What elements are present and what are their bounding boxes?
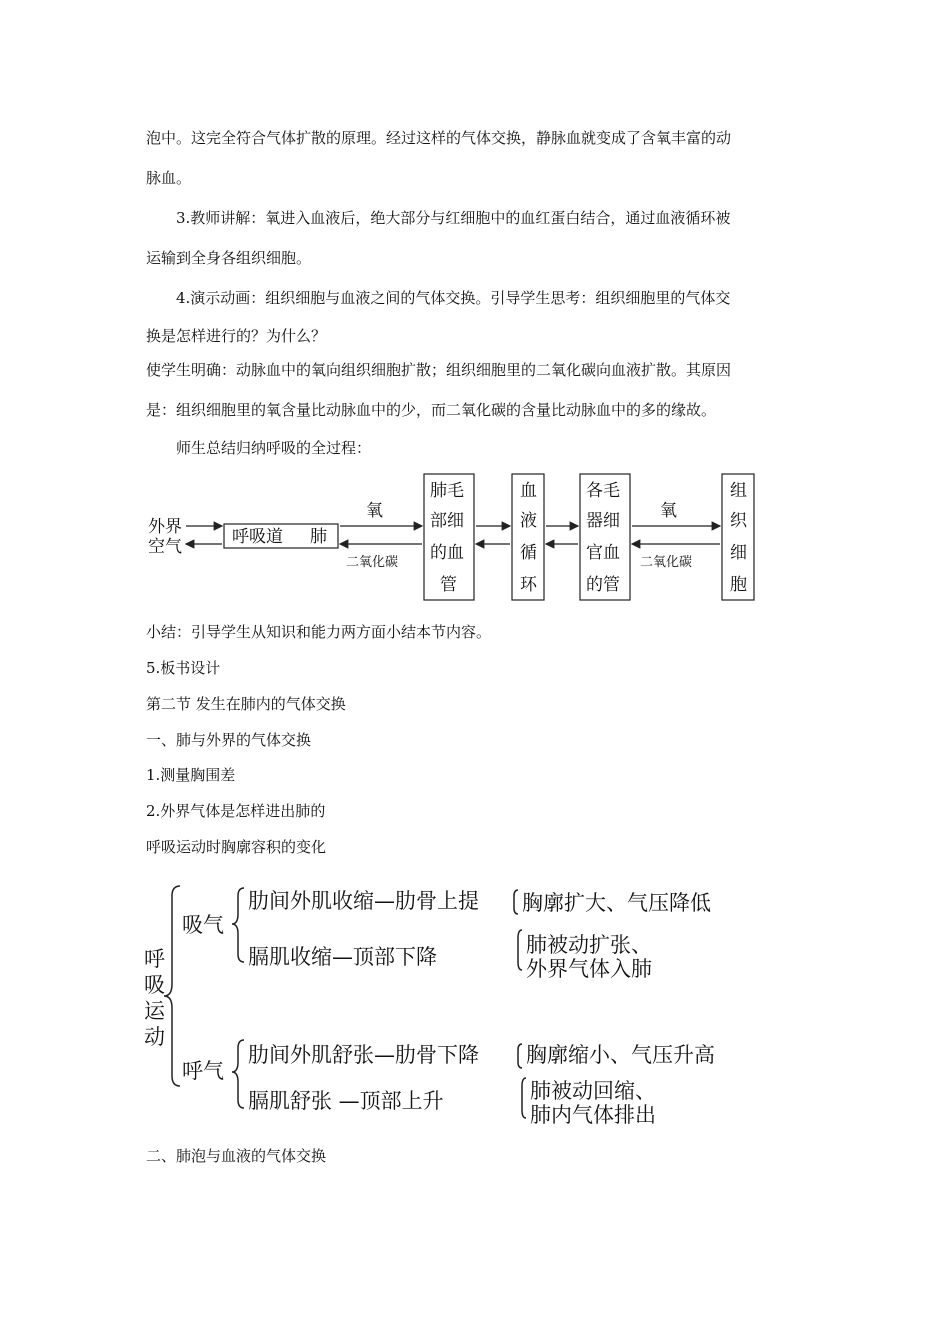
exhale-item: 膈肌舒张 —顶部上升 — [248, 1089, 444, 1113]
root-text: 呼 — [144, 947, 165, 971]
tissue-text: 织 — [730, 511, 747, 531]
oxygen-label: 氧 — [660, 501, 677, 521]
inhale-result: 肺被动扩张、 — [526, 933, 652, 957]
paragraph-line: 脉血。 — [146, 169, 192, 187]
list-item: 呼吸运动时胸廓容积的变化 — [146, 838, 327, 856]
heading-2: 二、肺泡与血液的气体交换 — [146, 1147, 327, 1165]
exhale-result: 肺内气体排出 — [530, 1103, 656, 1127]
summary-line: 小结：引导学生从知识和能力两方面小结本节内容。 — [146, 623, 492, 641]
paragraph-line: 是：组织细胞里的氧含量比动脉血中的少，而二氧化碳的含量比动脉血中的多的缘故。 — [146, 401, 717, 419]
section-title: 第二节 发生在肺内的气体交换 — [146, 695, 346, 713]
respiration-flow-diagram — [140, 468, 760, 608]
list-item: 2.外界气体是怎样进出肺的 — [146, 802, 326, 820]
circulation-text: 循 — [520, 543, 537, 563]
inhale-result: 胸廓扩大、气压降低 — [522, 891, 711, 915]
organ-capillary-text: 的管 — [586, 575, 620, 595]
lung-capillary-text: 肺毛 — [430, 481, 464, 501]
circulation-text: 血 — [520, 481, 537, 501]
paragraph-line: 运输到全身各组织细胞。 — [146, 249, 312, 267]
root-text: 动 — [144, 1025, 165, 1049]
lung-label: 肺 — [310, 527, 327, 547]
inhale-brace — [232, 888, 244, 962]
tissue-text: 胞 — [730, 575, 747, 595]
root-text: 运 — [144, 999, 165, 1023]
inhale-label: 吸气 — [182, 913, 224, 937]
main-brace — [164, 886, 180, 1086]
result-bracket — [522, 1078, 526, 1118]
result-bracket — [518, 1044, 522, 1068]
inhale-item: 肋间外肌收缩—肋骨上提 — [248, 889, 479, 913]
organ-capillary-text: 器细 — [586, 511, 620, 531]
organ-capillary-text: 各毛 — [586, 481, 620, 501]
heading-1: 一、肺与外界的气体交换 — [146, 731, 312, 749]
inhale-result: 外界气体入肺 — [526, 957, 652, 981]
paragraph-line: 师生总结归纳呼吸的全过程： — [176, 439, 372, 457]
breathing-movement-tree — [140, 872, 760, 1132]
exhale-brace — [232, 1040, 244, 1108]
paragraph-line: 换是怎样进行的？为什么？ — [146, 327, 327, 345]
oxygen-label: 氧 — [366, 501, 383, 521]
result-bracket — [518, 930, 522, 970]
tissue-text: 细 — [730, 543, 747, 563]
organ-capillary-text: 官血 — [586, 543, 620, 563]
paragraph-line: 3.教师讲解：氧进入血液后，绝大部分与红细胞中的血红蛋白结合，通过血液循环被 — [176, 209, 731, 227]
tissue-text: 组 — [730, 481, 747, 501]
list-item: 1.测量胸围差 — [146, 766, 236, 784]
outside-air-label: 空气 — [148, 537, 182, 557]
circulation-text: 环 — [520, 575, 537, 595]
lung-capillary-text: 的血 — [430, 543, 464, 563]
exhale-label: 呼气 — [182, 1059, 224, 1083]
exhale-result: 肺被动回缩、 — [530, 1079, 656, 1103]
paragraph-line: 泡中。这完全符合气体扩散的原理。经过这样的气体交换，静脉血就变成了含氧丰富的动 — [146, 129, 732, 147]
exhale-item: 肋间外肌舒张—肋骨下降 — [248, 1043, 479, 1067]
co2-label: 二氧化碳 — [346, 555, 399, 570]
board-design-heading: 5.板书设计 — [146, 659, 221, 677]
root-text: 吸 — [144, 973, 165, 997]
result-bracket — [514, 890, 518, 914]
airway-label: 呼吸道 — [232, 527, 283, 547]
lung-capillary-text: 管 — [440, 575, 457, 595]
circulation-text: 液 — [520, 511, 537, 531]
inhale-item: 膈肌收缩—顶部下降 — [248, 945, 437, 969]
paragraph-line: 使学生明确：动脉血中的氧向组织细胞扩散；组织细胞里的二氧化碳向血液扩散。其原因 — [146, 361, 732, 379]
co2-label: 二氧化碳 — [640, 555, 693, 570]
outside-air-label: 外界 — [148, 517, 182, 537]
lung-capillary-text: 部细 — [430, 511, 464, 531]
exhale-result: 胸廓缩小、气压升高 — [526, 1043, 715, 1067]
paragraph-line: 4.演示动画：组织细胞与血液之间的气体交换。引导学生思考：组织细胞里的气体交 — [176, 289, 731, 307]
